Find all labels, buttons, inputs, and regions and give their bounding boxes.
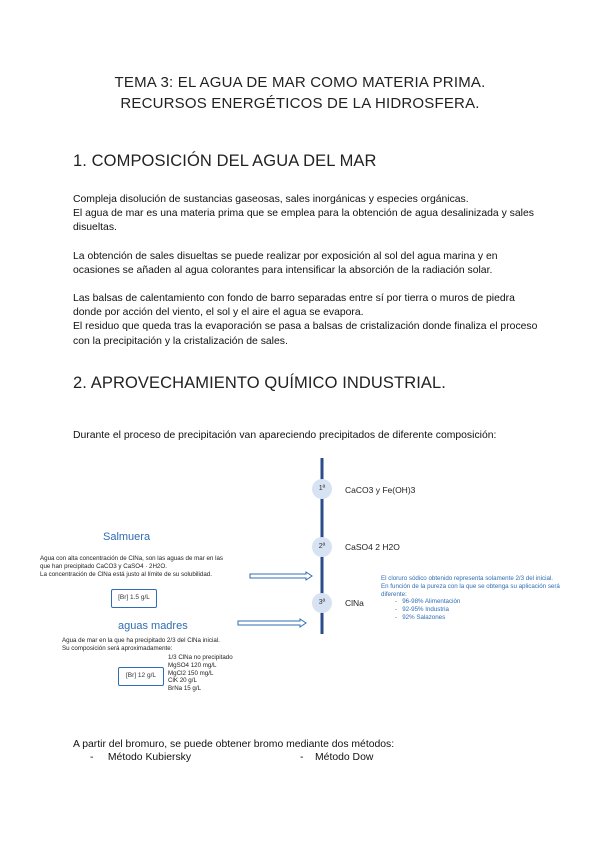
method-label: Método Dow bbox=[315, 752, 374, 763]
composition-line: MgCl2 150 mg/L bbox=[168, 669, 214, 677]
note-item: - 92-95% Industria bbox=[395, 606, 449, 614]
aguas-madres-bromide-box: [Br] 12 g/L bbox=[118, 667, 164, 686]
paragraph: Las balsas de calentamiento con fondo de barro separadas entre sí por tierra o muros de piedra donde por acción del viento, el sol y el aire el agua se evapora. bbox=[73, 293, 515, 319]
madres-line: Su composición será aproximadamente: bbox=[62, 644, 173, 652]
salmuera-description bbox=[40, 555, 270, 578]
composition-line: 1/3 ClNa no precipitado bbox=[168, 654, 233, 661]
salmuera-heading: Salmuera bbox=[103, 531, 151, 543]
salmuera-bromide-box: [Br] 1.5 g/L bbox=[111, 589, 157, 608]
note-item: - 92% Salazones bbox=[395, 613, 446, 621]
method-label: Método Kubiersky bbox=[107, 752, 192, 763]
paragraph: Compleja disolución de sustancias gaseosas, sales inorgánicas y especies orgánicas. bbox=[73, 194, 469, 205]
composition-line: MgSO4 120 mg/L bbox=[168, 661, 217, 669]
precipitate-label-3: ClNa bbox=[345, 598, 364, 608]
composition-line: ClK 20 g/L bbox=[168, 677, 197, 685]
aguas-madres-heading: aguas madres bbox=[118, 620, 188, 632]
section-2-heading: 2. APROVECHAMIENTO QUÍMICO INDUSTRIAL. bbox=[73, 374, 446, 392]
page-title-line-1: TEMA 3: EL AGUA DE MAR COMO MATERIA PRIMA. bbox=[114, 74, 486, 91]
clna-note bbox=[381, 575, 596, 622]
paragraph: La obtención de sales disueltas se puede realizar por exposición al sol del agua marina y en ocasiones se añaden al agua colorantes para intensificar la absorción de la radiación solar. bbox=[73, 250, 498, 276]
section-2-intro: Durante el proceso de precipitación van apareciendo precipitados de diferente composición: bbox=[73, 430, 497, 441]
salmuera-line: Agua con alta concentración de ClNa, son las aguas de mar en las bbox=[40, 555, 223, 562]
aguas-madres-description bbox=[62, 637, 302, 653]
aguas-madres-composition bbox=[168, 654, 288, 693]
precipitate-node-2: 2ª bbox=[312, 537, 332, 557]
note-line: diferente: bbox=[381, 590, 407, 598]
precipitation-diagram bbox=[0, 450, 600, 650]
section-1-heading: 1. COMPOSICIÓN DEL AGUA DEL MAR bbox=[73, 152, 377, 170]
precipitate-label-2: CaSO4 2 H2O bbox=[345, 542, 400, 552]
precipitate-label-1: CaCO3 y Fe(OH)3 bbox=[345, 485, 416, 495]
note-line: En función de la pureza con la que se obtenga su aplicación será bbox=[381, 582, 560, 590]
paragraph: El residuo que queda tras la evaporación se pasa a balsas de cristalización donde finaliza el proceso con la precipitación y la cristalización de sales. bbox=[73, 321, 538, 347]
section-1-body bbox=[73, 193, 543, 349]
precipitate-node-3: 3ª bbox=[312, 593, 332, 613]
paragraph: El agua de mar es una materia prima que se emplea para la obtención de agua desalinizada y sales disueltas. bbox=[73, 208, 534, 234]
note-item: - 96-98% Alimentación bbox=[395, 598, 461, 606]
salmuera-line: que han precipitado CaCO3 y CaSO4 · 2H2O. bbox=[40, 562, 167, 570]
page-title-line-2: RECURSOS ENERGÉTICOS DE LA HIDROSFERA. bbox=[120, 95, 480, 112]
salmuera-line: La concentración de ClNa está justo al límite de su solubilidad. bbox=[40, 570, 212, 578]
bromo-method-2: - Método Dow bbox=[300, 752, 374, 763]
precipitate-node-1: 1ª bbox=[312, 479, 332, 499]
composition-line: BrNa 15 g/L bbox=[168, 685, 202, 693]
bromo-method-1: - Método Kubiersky bbox=[90, 752, 192, 763]
bromo-intro: A partir del bromuro, se puede obtener bromo mediante dos métodos: bbox=[73, 739, 395, 750]
madres-line: Agua de mar en la que ha precipitado 2/3 del ClNa inicial. bbox=[62, 637, 220, 644]
note-line: El cloruro sódico obtenido representa solamente 2/3 del inicial. bbox=[381, 575, 553, 582]
